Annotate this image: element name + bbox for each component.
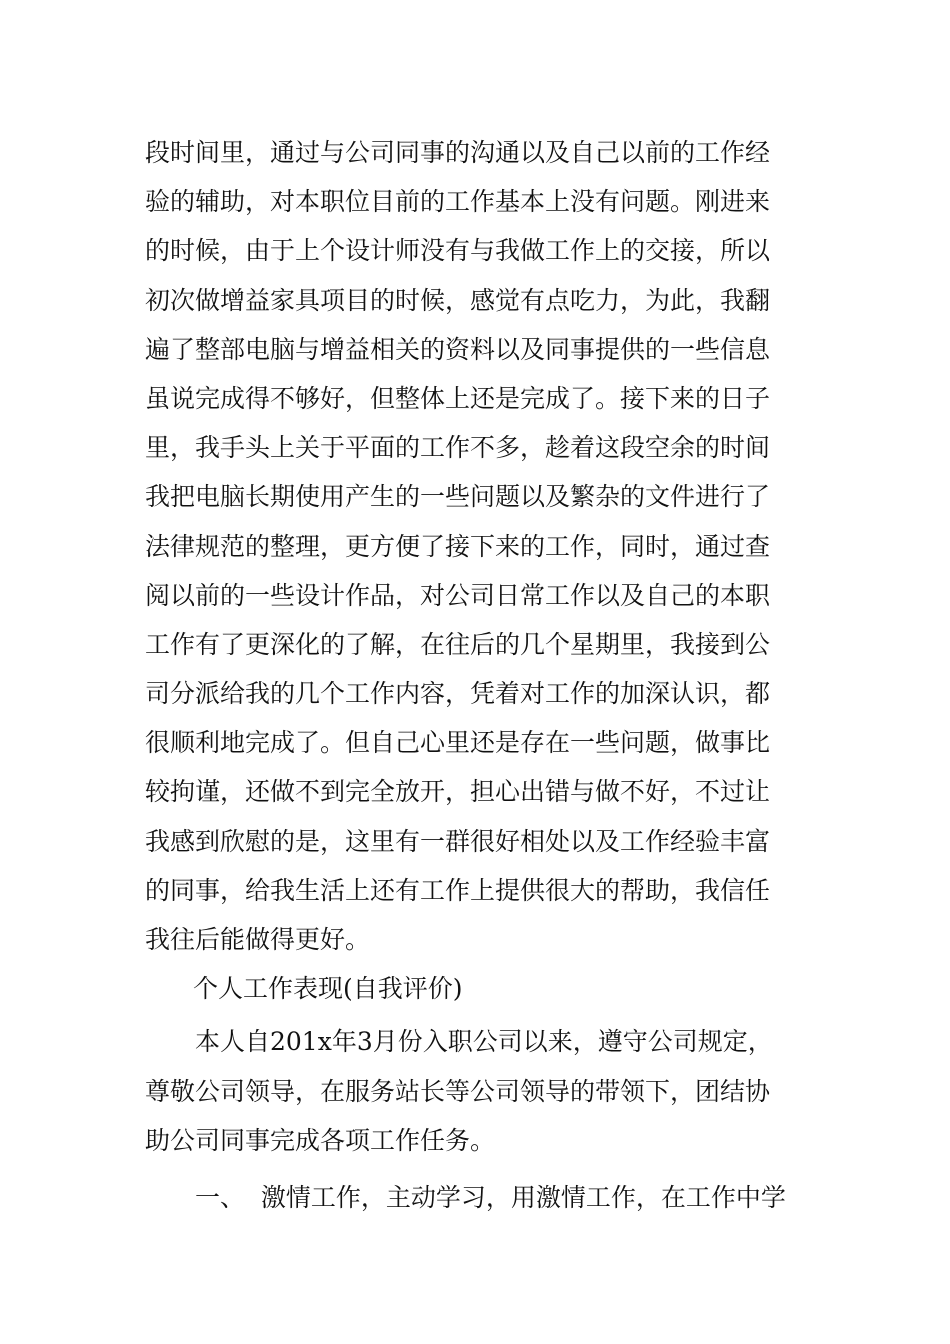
text-line: 初次做增益家具项目的时候，感觉有点吃力，为此，我翻 bbox=[145, 285, 771, 315]
text-line: 的时候，由于上个设计师没有与我做工作上的交接，所以 bbox=[145, 236, 771, 266]
paragraph-list-item bbox=[145, 1173, 815, 1222]
text-line: 我感到欣慰的是，这里有一群很好相处以及工作经验丰富 bbox=[145, 826, 771, 856]
text-line: 虽说完成得不够好，但整体上还是完成了。接下来的日子 bbox=[145, 383, 771, 413]
text-line: 遍了整部电脑与增益相关的资料以及同事提供的一些信息 bbox=[145, 334, 771, 364]
text-line: 我往后能做得更好。 bbox=[145, 925, 371, 954]
text-line: 工作有了更深化的了解，在往后的几个星期里，我接到公 bbox=[145, 629, 771, 659]
text-line: 阅以前的一些设计作品，对公司日常工作以及自己的本职 bbox=[145, 580, 771, 610]
text-line: 司分派给我的几个工作内容，凭着对工作的加深认识，都 bbox=[145, 679, 771, 709]
section-heading: 个人工作表现(自我评价) bbox=[193, 974, 463, 1004]
text-line: 本人自201x年3月份入职公司以来，遵守公司规定， bbox=[195, 1027, 773, 1057]
text-line: 段时间里，通过与公司同事的沟通以及自己以前的工作经 bbox=[145, 138, 771, 167]
text-line: 尊敬公司领导，在服务站长等公司领导的带领下，团结协 bbox=[145, 1076, 771, 1106]
text-line: 验的辅助，对本职位目前的工作基本上没有问题。刚进来 bbox=[145, 187, 771, 217]
document-body bbox=[145, 128, 815, 1222]
text-line: 很顺利地完成了。但自己心里还是存在一些问题，做事比 bbox=[145, 728, 771, 758]
spacer bbox=[145, 1165, 815, 1173]
paragraph-intro bbox=[145, 1017, 815, 1165]
text-line: 我把电脑长期使用产生的一些问题以及繁杂的文件进行了 bbox=[145, 482, 771, 512]
text-line: 的同事，给我生活上还有工作上提供很大的帮助，我信任 bbox=[145, 875, 771, 905]
text-line: 较拘谨，还做不到完全放开，担心出错与做不好，不过让 bbox=[145, 777, 771, 807]
paragraph-continuation bbox=[145, 128, 815, 964]
text-line: 里，我手头上关于平面的工作不多，趁着这段空余的时间 bbox=[145, 433, 771, 463]
text-line: 助公司同事完成各项工作任务。 bbox=[145, 1125, 496, 1155]
text-line: 一、 激情工作，主动学习，用激情工作，在工作中学 bbox=[195, 1182, 786, 1212]
text-line: 法律规范的整理，更方便了接下来的工作，同时，通过查 bbox=[145, 531, 771, 561]
